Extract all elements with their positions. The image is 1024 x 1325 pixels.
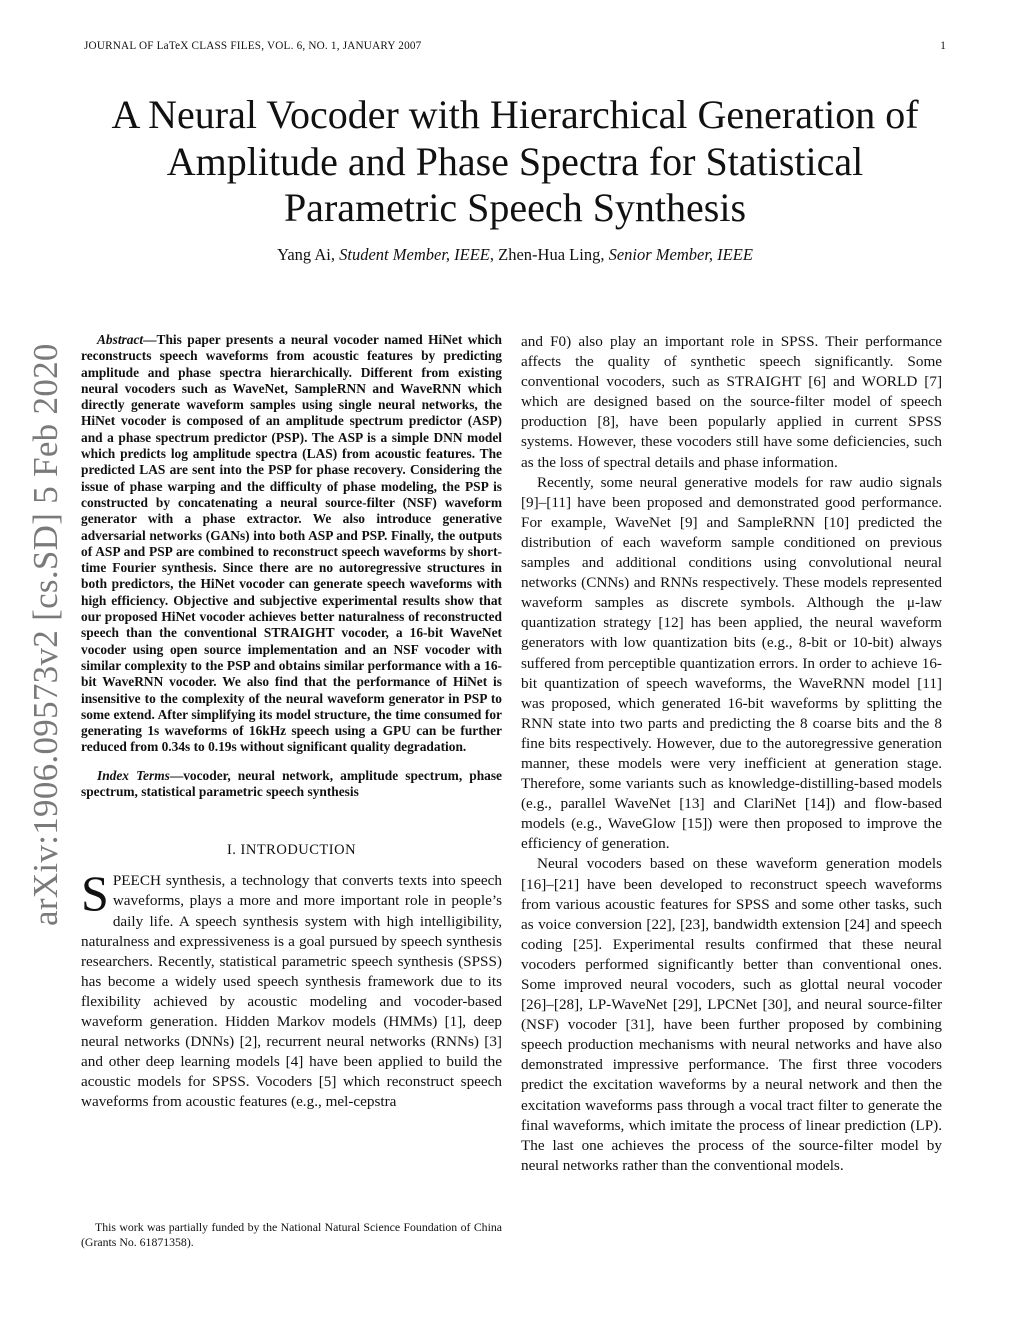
author-name: , Zhen-Hua Ling, — [489, 244, 609, 264]
arxiv-identifier-stamp: arXiv:1906.09573v2 [cs.SD] 5 Feb 2020 — [26, 343, 65, 926]
author-membership: Student Member, IEEE — [339, 244, 490, 264]
funding-footnote: This work was partially funded by the National Natural Science Foundation of China (Grants No. 61871358). — [81, 1220, 502, 1249]
paper-title — [84, 92, 946, 232]
section-heading-introduction: I. INTRODUCTION — [226, 842, 357, 859]
author-name: Yang Ai, — [277, 244, 340, 264]
page-header — [84, 40, 946, 58]
abstract — [81, 332, 502, 756]
abstract-label: Abstract — [97, 332, 144, 347]
author-membership: Senior Member, IEEE — [608, 244, 753, 264]
body-paragraph: Neural vocoders based on these waveform generation models [16]–[21] have been developed to reconstruct speech waveforms from various acoustic features for SPSS and some other tasks, such as voice conversion [22], [23], bandwidth extension [24] and speech coding [25]. Experimental results confirmed that these neural vocoders performed significantly better than conventional ones. Some improved neural vocoders, such as glottal neural vocoder [26]–[28], LP-WaveNet [29], LPCNet [30], and neural source-filter (NSF) vocoder [31], have been further proposed by combining speech production mechanisms with neural networks and have also demonstrated impressive performance. The first three vocoders predict the excitation waveforms by a neural network and then the excitation waveforms pass through a vocal tract filter to generate the final waveforms, which imitate the process of linear prediction (LP). The last one achieves the process of the source-filter model by neural networks rather than the conventional models. — [521, 855, 942, 1174]
index-terms — [81, 768, 502, 801]
body-paragraph: and F0) also play an important role in SPSS. Their performance affects the quality of synthetic speech significantly. Some conventional vocoders, such as STRAIGHT [6] and WORLD [7] which are designed based on the source-filter model of speech production [8], have been popularly applied in current SPSS systems. However, these vocoders still have some deficiencies, such as the loss of spectral details and phase information. — [521, 333, 942, 471]
body-paragraph: Recently, some neural generative models for raw audio signals [9]–[11] have been proposed and demonstrated good performance. For example, WaveNet [9] and SampleRNN [10] predicted the distribution of each waveform sample conditioned on previous samples and additional conditions using convolutional neural networks (CNNs) and RNNs respectively. These models represented waveform samples as discrete symbols. Although the μ-law quantization strategy [12] has been applied, the neural waveform generators with low quantization bits (e.g., 8-bit or 10-bit) always suffered from perceptible quantization errors. In order to achieve 16-bit quantization of speech waveforms, the WaveRNN model [11] was proposed, which generated 16-bit waveforms by splitting the RNN state into two parts and predicting the 8 coarse bits and the 8 fine bits respectively. However, due to the autoregressive generation manner, these models were very inefficient at generation stage. Therefore, some variants such as knowledge-distilling-based models (e.g., parallel WaveNet [13] and ClariNet [14]) and flow-based models (e.g., WaveGlow [15]) were then proposed to improve the efficiency of generation. — [521, 473, 942, 853]
running-head: JOURNAL OF LaTeX CLASS FILES, VOL. 6, NO. 1, JANUARY 2007 — [84, 40, 422, 52]
intro-paragraph — [81, 865, 502, 1112]
title-block — [84, 92, 946, 266]
index-terms-text: —vocoder, neural network, amplitude spectrum, phase spectrum, statistical parametric speech synthesis — [81, 767, 503, 800]
page-number: 1 — [940, 40, 946, 52]
drop-cap: S — [81, 865, 109, 922]
author-list — [84, 244, 946, 266]
intro-paragraph-text: PEECH synthesis, a technology that converts texts into speech waveforms, plays a more and more important role in people’s daily life. A speech synthesis system with high intelligibility, naturalness and expressiveness is a goal pursued by speech synthesis researchers. Recently, statistical parametric speech synthesis (SPSS) has become a widely used speech synthesis framework due to its flexibility achieved by acoustic modeling and vocoder-based waveform generation. Hidden Markov models (HMMs) [1], deep neural networks (DNNs) [2], recurrent neural networks (RNNs) [3] and other deep learning models [4] have been applied to build the acoustic models for SPSS. Vocoders [5] which reconstruct speech waveforms from acoustic features (e.g., mel-cepstra — [81, 872, 502, 1111]
title-line: A Neural Vocoder with Hierarchical Generation of — [111, 92, 919, 137]
title-line: Parametric Speech Synthesis — [283, 185, 747, 230]
abstract-text: —This paper presents a neural vocoder named HiNet which reconstructs speech waveforms from acoustic features by predicting amplitude and phase spectra hierarchically. Different from existing neural vocoders such as WaveNet, SampleRNN and WaveRNN which directly generate waveform samples using single neural networks, the HiNet vocoder is composed of an amplitude spectrum predictor (ASP) and a phase spectrum predictor (PSP). The ASP is a simple DNN model which predicts log amplitude spectra (LAS) from acoustic features. The predicted LAS are sent into the PSP for phase recovery. Considering the issue of phase warping and the difficulty of phase modeling, the PSP is constructed by concatenating a neural source-filter (NSF) waveform generator with a phase extractor. We also introduce generative adversarial networks (GANs) into both ASP and PSP. Finally, the outputs of ASP and PSP are combined to reconstruct speech waveforms by short-time Fourier synthesis. Since there are no autoregressive structures in both predictors, the HiNet vocoder can generate speech waveforms with high efficiency. Objective and subjective experimental results show that our proposed HiNet vocoder achieves better naturalness of reconstructed speech than the conventional STRAIGHT vocoder, a 16-bit WaveNet vocoder using open source implementation and an NSF vocoder with similar complexity to the PSP and obtains similar performance with a 16-bit WaveRNN vocoder. We also find that the performance of HiNet is insensitive to the complexity of the neural waveform generator in PSP to some extend. After simplifying its model structure, the time consumed for generating 1s waveforms of 16kHz speech using a GPU can be further reduced from 0.34s to 0.19s without significant quality degradation. — [81, 332, 502, 755]
index-terms-label: Index Terms — [97, 767, 170, 783]
title-line: Amplitude and Phase Spectra for Statistical — [166, 138, 864, 184]
right-column — [521, 332, 942, 1176]
left-column — [81, 332, 502, 1112]
